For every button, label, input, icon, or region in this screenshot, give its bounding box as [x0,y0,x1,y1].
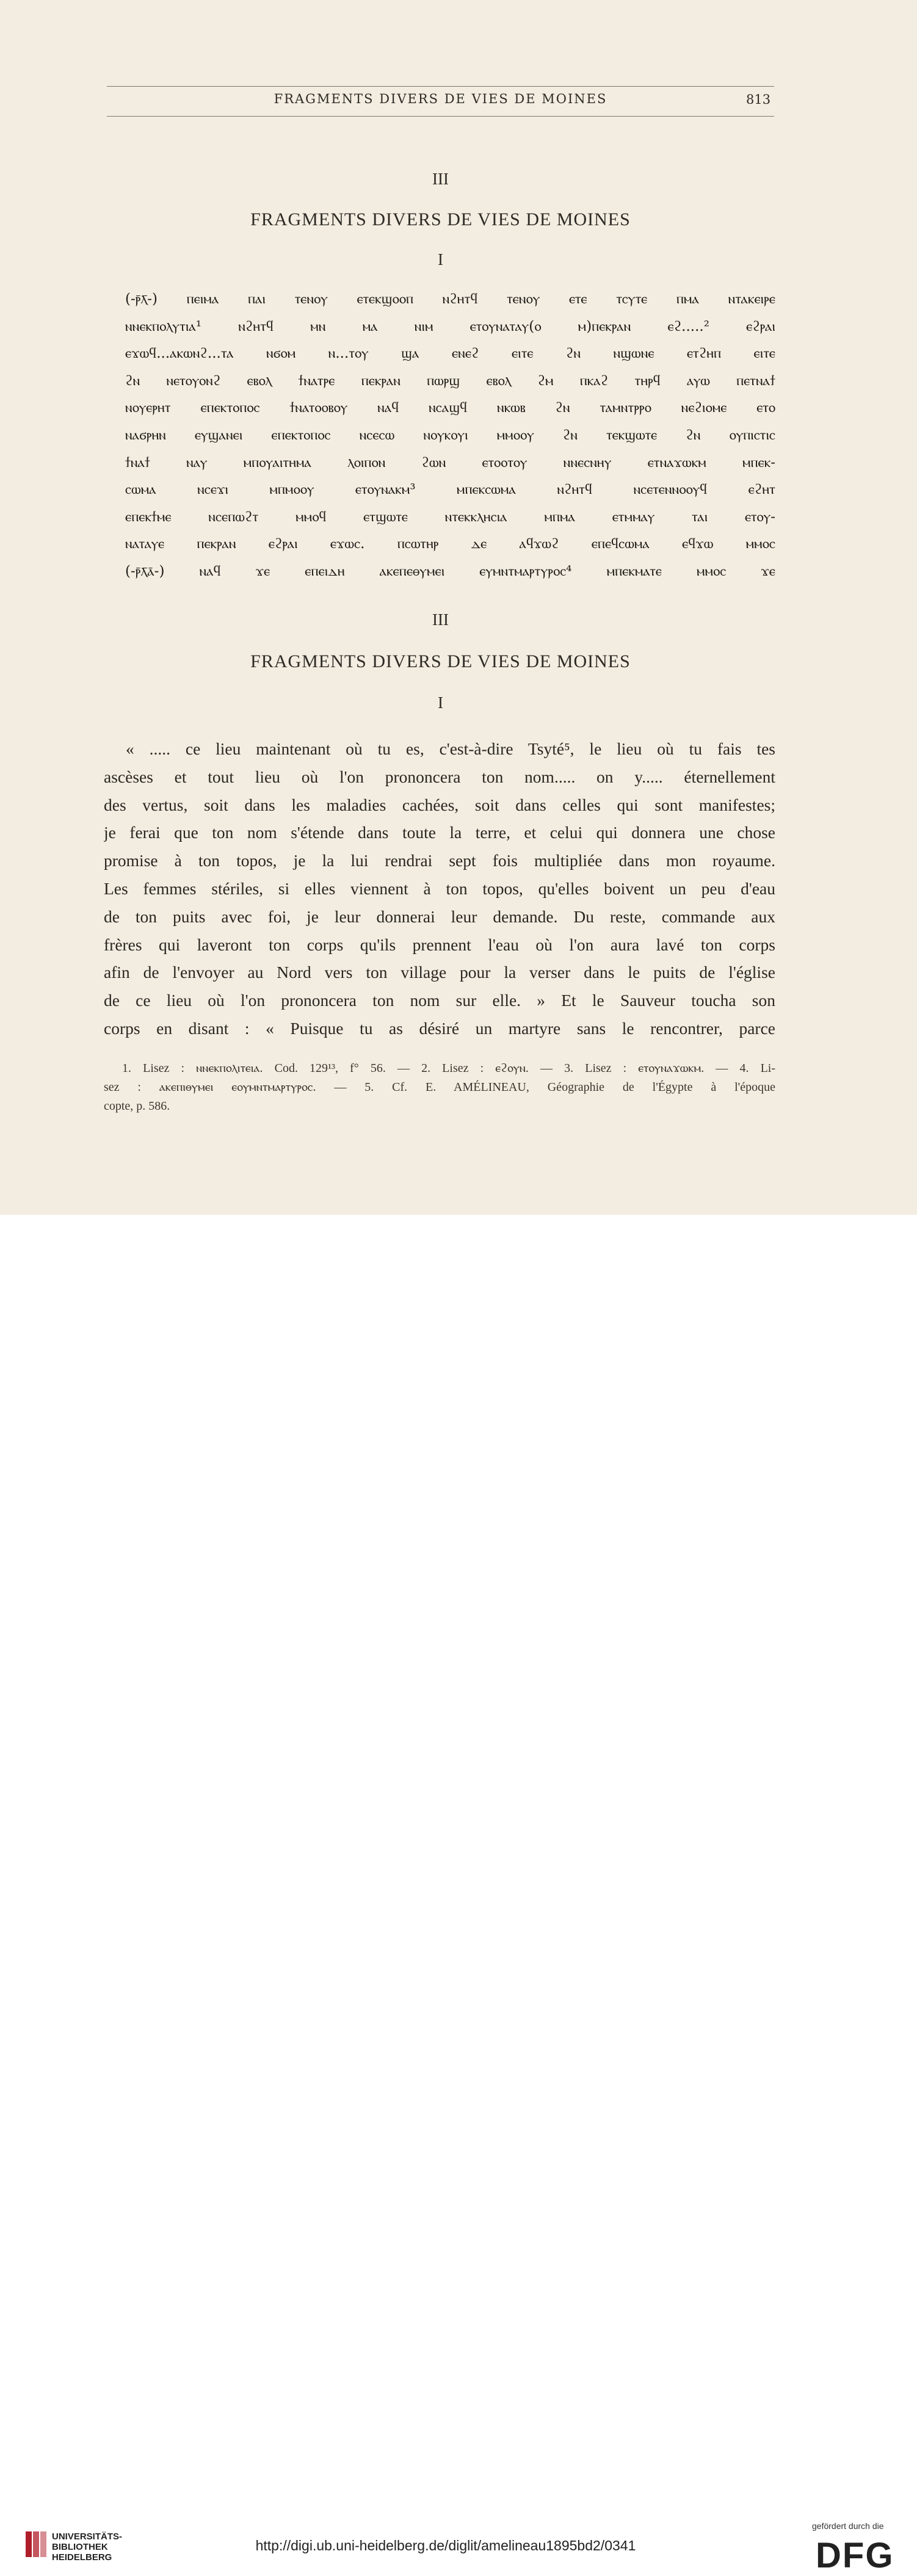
coptic-line: ϩⲛ ⲛⲉⲧⲟⲩⲟⲛϩ ⲉⲃⲟⲗ ϯⲛⲁⲧⲣⲉ ⲡⲉⲕⲣⲁⲛ ⲡⲱⲣϣ ⲉⲃⲟⲗ ϩⲙ ⲡⲕⲁϩ ⲧⲏⲣϥ ⲁⲩⲱ ⲡⲉⲧⲛⲁϯ [125,372,775,389]
footnote-line: copte, p. 586. [104,1099,170,1113]
library-line-2: BIBLIOTHEK [52,2542,108,2552]
french-line: de ton puits avec foi, je leur donnerai leur demande. Du reste, commande aux [104,906,775,926]
coptic-line: ⲛⲛⲉⲕⲡⲟⲗⲩⲧⲓⲁ¹ ⲛϩⲏⲧϥ ⲙⲛ ⲙⲁ ⲛⲓⲙ ⲉⲧⲟⲩⲛⲁⲧⲁⲩ(ⲟ ⲙ)ⲡⲉⲕⲣⲁⲛ ⲉϩ.....² ⲉϩⲣⲁⲓ [125,318,775,335]
coptic-text [125,286,775,585]
french-line: frères qui laveront ton corps qu'ils prennent l'eau où l'on aura lavé ton corps [104,935,775,954]
french-line: je ferai que ton nom s'étende dans toute la terre, et celui qui donnera une chose [104,823,775,842]
library-line-1: UNIVERSITÄTS- [52,2531,123,2542]
footnote-line: sez : ⲁⲕⲉⲡⲓⲑⲩⲙⲉⲓ ⲉⲟⲩⲙⲛⲧⲙⲁⲣⲧⲩⲣⲟⲥ. — 5. Cf. E. AMÉLINEAU, Géographie de l'Égypte à l'époque [104,1080,775,1094]
header-rule-bottom [107,116,774,117]
viewer-footer [0,1215,917,2575]
coptic-line: ⲛⲁⲧⲁⲩⲉ ⲡⲉⲕⲣⲁⲛ ⲉϩⲣⲁⲓ ⲉϫⲱⲥ. ⲡⲥⲱⲧⲏⲣ ⲇⲉ ⲁϥϫⲱϩ ⲉⲡⲉϥⲥⲱⲙⲁ ⲉϥϫⲱ ⲙⲙⲟⲥ [125,536,775,552]
coptic-line: ⲛⲁϭⲣⲏⲛ ⲉⲩϣⲁⲛⲉⲓ ⲉⲡⲉⲕⲧⲟⲡⲟⲥ ⲛⲥⲉⲥⲱ ⲛⲟⲩⲕⲟⲩⲓ ⲙⲙⲟⲟⲩ ϩⲛ ⲧⲉⲕϣⲱⲧⲉ ϩⲛ ⲟⲩⲡⲓⲥⲧⲓⲥ [125,427,775,443]
footnote-line: 1. Lisez : ⲛⲛⲉⲕⲡⲟⲗⲓⲧⲉⲓⲁ. Cod. 129¹³, f° 56. — 2. Lisez : ⲉϩⲟⲩⲛ. — 3. Lisez : ⲉⲧⲟⲩⲛⲁϫⲱⲕⲙ. — 4. Li- [122,1062,775,1075]
french-line: des vertus, soit dans les maladies cachées, soit dans celles qui sont manifestes; [104,795,775,814]
french-line: de ce lieu où l'on prononcera ton nom sur elle. » Et le Sauveur toucha son [104,991,775,1010]
subsection-number: I [438,250,443,269]
coptic-line: ϯⲛⲁϯ ⲛⲁⲩ ⲙⲡⲟⲩⲁⲓⲧⲏⲙⲁ ⲗⲟⲓⲡⲟⲛ ϩⲱⲛ ⲉⲧⲟⲟⲧⲟⲩ ⲛⲛⲉⲥⲛⲏⲩ ⲉⲧⲛⲁϫⲱⲕⲙ ⲙⲡⲉⲕ- [125,454,775,471]
subsection-number-2: I [438,693,443,712]
french-translation [104,735,775,1043]
french-line: ascèses et tout lieu où l'on prononcera ton nom..... on y..... éternellement [104,767,775,786]
dfg-logo[interactable]: DFG [816,2536,894,2575]
french-line: Les femmes stériles, si elles viennent à ton topos, qu'elles boivent un peu d'eau [104,878,775,898]
coptic-line: ⲉⲡⲉⲕϯⲙⲉ ⲛⲥⲉⲡⲱϩⲧ ⲙⲙⲟϥ ⲉⲧϣⲱⲧⲉ ⲛⲧⲉⲕⲕⲗⲏⲥⲓⲁ ⲙⲡⲙⲁ ⲉⲧⲙⲙⲁⲩ ⲧⲁⲓ ⲉⲧⲟⲩ- [125,508,775,525]
library-line-3: HEIDELBERG [52,2552,112,2563]
coptic-line: (-ⲣ̄ⲗ̄-) ⲡⲉⲓⲙⲁ ⲡⲁⲓ ⲧⲉⲛⲟⲩ ⲉⲧⲉⲕϣⲟⲟⲡ ⲛϩⲏⲧϥ ⲧⲉⲛⲟⲩ ⲉⲧⲉ ⲧⲥⲩⲧⲉ ⲡⲙⲁ ⲛⲧⲁⲕⲉⲓⲣⲉ [125,291,775,307]
running-title: FRAGMENTS DIVERS DE VIES DE MOINES [274,92,607,106]
section-number-2: III [432,610,449,629]
section-title: FRAGMENTS DIVERS DE VIES DE MOINES [250,209,631,230]
french-line: « ..... ce lieu maintenant où tu es, c'est-à-dire Tsyté⁵, le lieu où tu fais tes [126,739,775,758]
coptic-line: ⲥⲱⲙⲁ ⲛⲥⲉϫⲓ ⲙⲡⲙⲟⲟⲩ ⲉⲧⲟⲩⲛⲁⲕⲙ³ ⲙⲡⲉⲕⲥⲱⲙⲁ ⲛϩⲏⲧϥ ⲛⲥⲉⲧⲉⲛⲛⲟⲟⲩϥ ⲉϩⲏⲧ [125,482,775,498]
french-line: afin de l'envoyer au Nord vers ton village pour la verser dans le puits de l'église [104,963,775,982]
french-line: promise à ton topos, je la lui rendrai sept fois multipliée dans mon royaume. [104,851,775,870]
section-title-2: FRAGMENTS DIVERS DE VIES DE MOINES [250,651,631,671]
funding-label: gefördert durch die [812,2521,884,2531]
coptic-line: ⲛⲟⲩⲉⲣⲏⲧ ⲉⲡⲉⲕⲧⲟⲡⲟⲥ ϯⲛⲁⲧⲟⲟⲃⲟⲩ ⲛⲁϥ ⲛⲥⲁϣϥ ⲛⲕⲱⲃ ϩⲛ ⲧⲁⲙⲛⲧⲣⲣⲟ ⲛⲉϩⲓⲟⲙⲉ ⲉⲧⲟ [125,400,775,416]
source-url-link[interactable]: http://digi.ub.uni-heidelberg.de/diglit/amelineau1895bd2/0341 [255,2538,636,2553]
university-library-logo-icon [24,2530,48,2558]
section-number: III [432,170,449,188]
coptic-line: (-ⲣ̄ⲗ̄ⲁ̄-) ⲛⲁϥ ϫⲉ ⲉⲡⲉⲓⲇⲏ ⲁⲕⲉⲡⲉⲑⲩⲙⲉⲓ ⲉⲩⲙⲛⲧⲙⲁⲣⲧⲩⲣⲟⲥ⁴ ⲙⲡⲉⲕⲙⲁⲧⲉ ⲙⲙⲟⲥ ϫⲉ [125,563,775,579]
coptic-line: ⲉϫⲱϥ...ⲁⲕⲱⲛϩ...ⲧⲁ ⲛϭⲟⲙ ⲛ...ⲧⲟⲩ ϣⲁ ⲉⲛⲉϩ ⲉⲓⲧⲉ ϩⲛ ⲛϣⲱⲛⲉ ⲉⲧϩⲏⲡ ⲉⲓⲧⲉ [125,346,775,362]
scanned-page [0,0,917,1215]
french-line: corps en disant : « Puisque tu as désiré un martyre sans le rencontrer, parce [104,1018,775,1038]
page-number: 813 [746,92,771,107]
footnotes [104,1059,775,1116]
library-name[interactable] [52,2531,122,2563]
header-rule-top [107,86,774,87]
